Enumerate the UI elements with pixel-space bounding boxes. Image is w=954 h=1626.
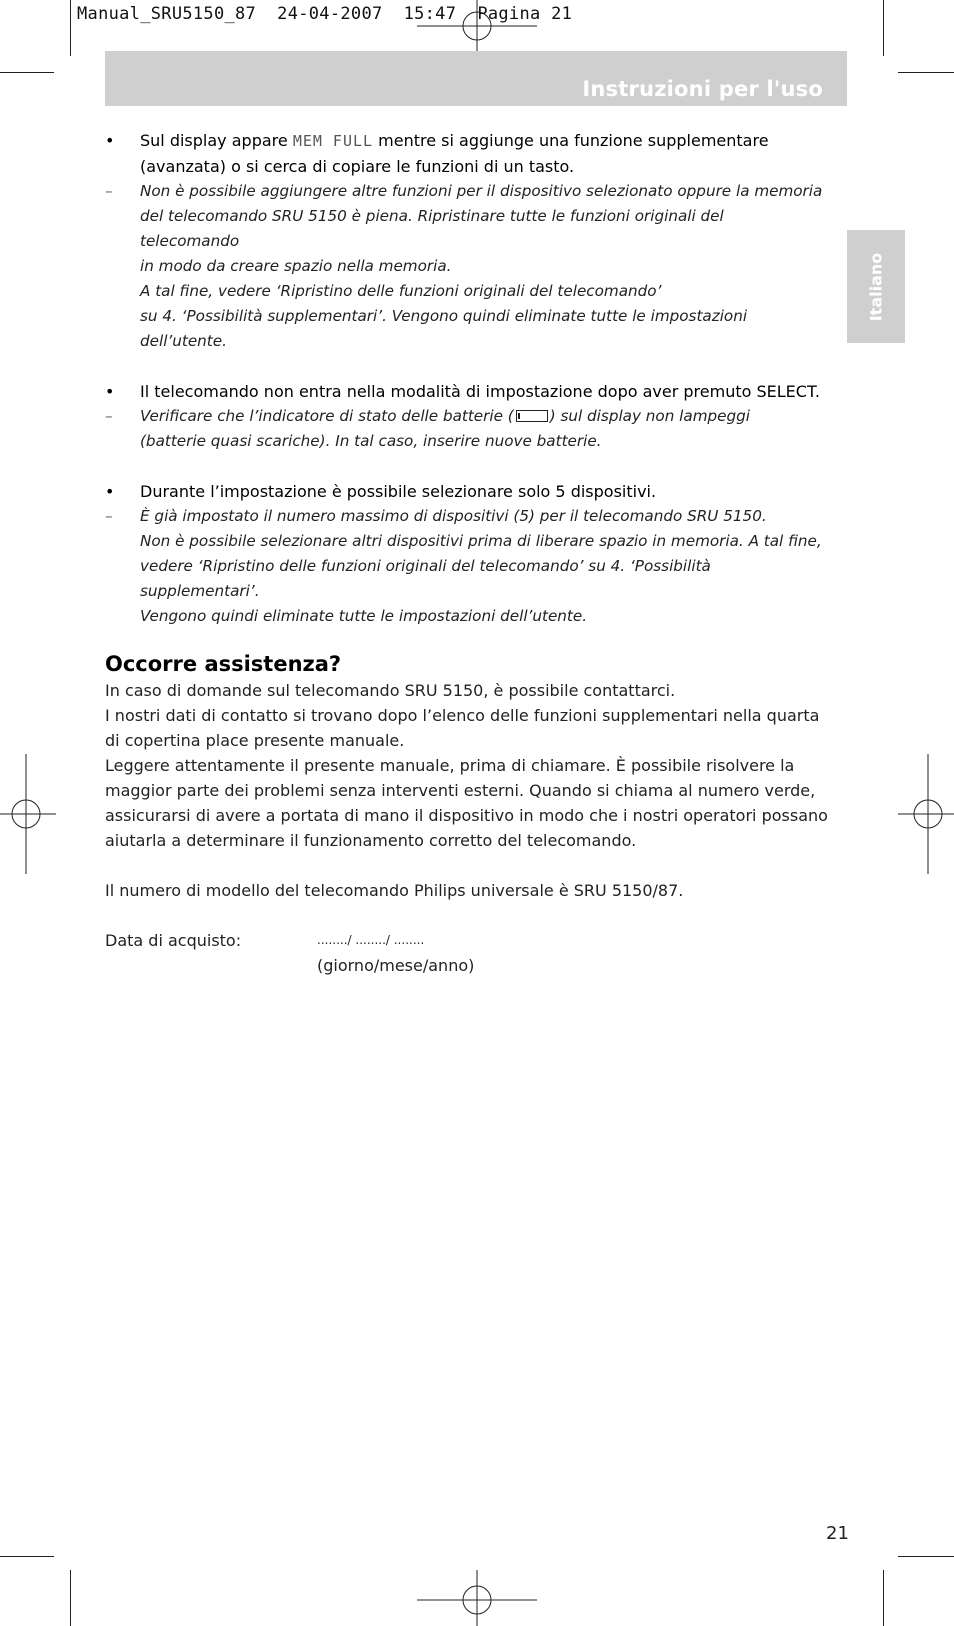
crop-mark [70,0,71,56]
answer-line: Non è possibile aggiungere altre funzioni per il dispositivo selezionato oppure la memoria [140,182,823,200]
language-tab [847,230,905,343]
crop-mark [0,72,54,73]
answer-line: Non è possibile selezionare altri dispositivi prima di liberare spazio in memoria. A tal fine, [140,532,822,550]
question [105,128,825,179]
paragraph-line: In caso di domande sul telecomando SRU 5150, è possibile contattarci. [105,681,676,700]
dash: – [105,182,113,200]
troubleshooting-item [105,479,825,629]
question-text: Sul display appare [140,131,293,150]
answer-line [140,404,825,429]
lcd-display-text: MEM FULL [292,132,374,150]
bullet: • [105,131,115,150]
banner-title: Instruzioni per l'uso [582,77,823,101]
troubleshooting-item [105,128,825,354]
troubleshooting-list [105,128,825,629]
paragraph-line: assicurarsi di avere a portata di mano il dispositivo in modo che i nostri operatori possano [105,806,828,825]
paragraph-line: Leggere attentamente il presente manuale, prima di chiamare. È possibile risolvere la [105,756,795,775]
answer-text: Verificare che l’indicatore di stato delle batterie ( [140,407,514,425]
answer [105,404,825,454]
dash: – [105,407,113,425]
crop-mark [898,72,954,73]
troubleshooting-item [105,379,825,454]
print-header: Manual_SRU5150_87 24-04-2007 15:47 Pagina 21 [77,4,573,24]
answer-line: (batterie quasi scariche). In tal caso, inserire nuove batterie. [140,432,602,450]
header-banner [105,51,847,106]
question [105,479,825,504]
purchase-date-format: (giorno/mese/anno) [317,956,475,975]
crop-mark [70,1570,71,1626]
crop-mark [883,1570,884,1626]
paragraph-line: di copertina place presente manuale. [105,731,405,750]
bullet: • [105,382,115,401]
answer-line: in modo da creare spazio nella memoria. [140,257,452,275]
crop-mark [883,0,884,56]
question-text: Il telecomando non entra nella modalità di impostazione dopo aver premuto SELECT. [140,382,820,401]
answer-text: ) sul display non lampeggi [549,407,750,425]
paragraph-line: maggior parte dei problemi senza interventi esterni. Quando si chiama al numero verde, [105,781,816,800]
bullet: • [105,482,115,501]
section-title: Occorre assistenza? [105,652,342,676]
answer-line: A tal fine, vedere ‘Ripristino delle funzioni originali del telecomando’ [140,282,662,300]
registration-mark-left [0,754,56,874]
answer [105,179,825,354]
answer-line: È già impostato il numero massimo di dispositivi (5) per il telecomando SRU 5150. [140,507,767,525]
answer-line: vedere ‘Ripristino delle funzioni originali del telecomando’ su 4. ‘Possibilità supplementari’. [140,557,711,600]
registration-mark-top [417,0,537,56]
purchase-date-label: Data di acquisto: [105,931,242,950]
purchase-date-blank: ......../ ......../ ........ [317,933,425,947]
battery-icon [516,410,548,422]
answer-line: su 4. ‘Possibilità supplementari’. Vengono quindi eliminate tutte le impostazioni dell’utente. [140,307,748,350]
answer-line: Vengono quindi eliminate tutte le impostazioni dell’utente. [140,607,588,625]
question-text: Durante l’impostazione è possibile selezionare solo 5 dispositivi. [140,482,657,501]
dash: – [105,507,113,525]
assistance-section [105,650,835,978]
registration-mark-right [898,754,954,874]
paragraph-line: aiutarla a determinare il funzionamento corretto del telecomando. [105,831,637,850]
language-tab-label: Italiano [866,252,886,321]
answer [105,504,825,629]
page-number: 21 [826,1523,849,1544]
registration-mark-bottom [417,1570,537,1626]
model-number-line: Il numero di modello del telecomando Philips universale è SRU 5150/87. [105,881,684,900]
crop-mark [898,1556,954,1557]
crop-mark [0,1556,54,1557]
purchase-date-field [105,928,835,978]
question-text: mentre si aggiunge una funzione supplementare (avanzata) o si cerca di copiare le funzioni di un tasto. [140,131,769,176]
question [105,379,825,404]
paragraph-line: I nostri dati di contatto si trovano dopo l’elenco delle funzioni supplementari nella quarta [105,706,820,725]
answer-line: del telecomando SRU 5150 è piena. Ripristinare tutte le funzioni originali del telecomando [140,207,724,250]
